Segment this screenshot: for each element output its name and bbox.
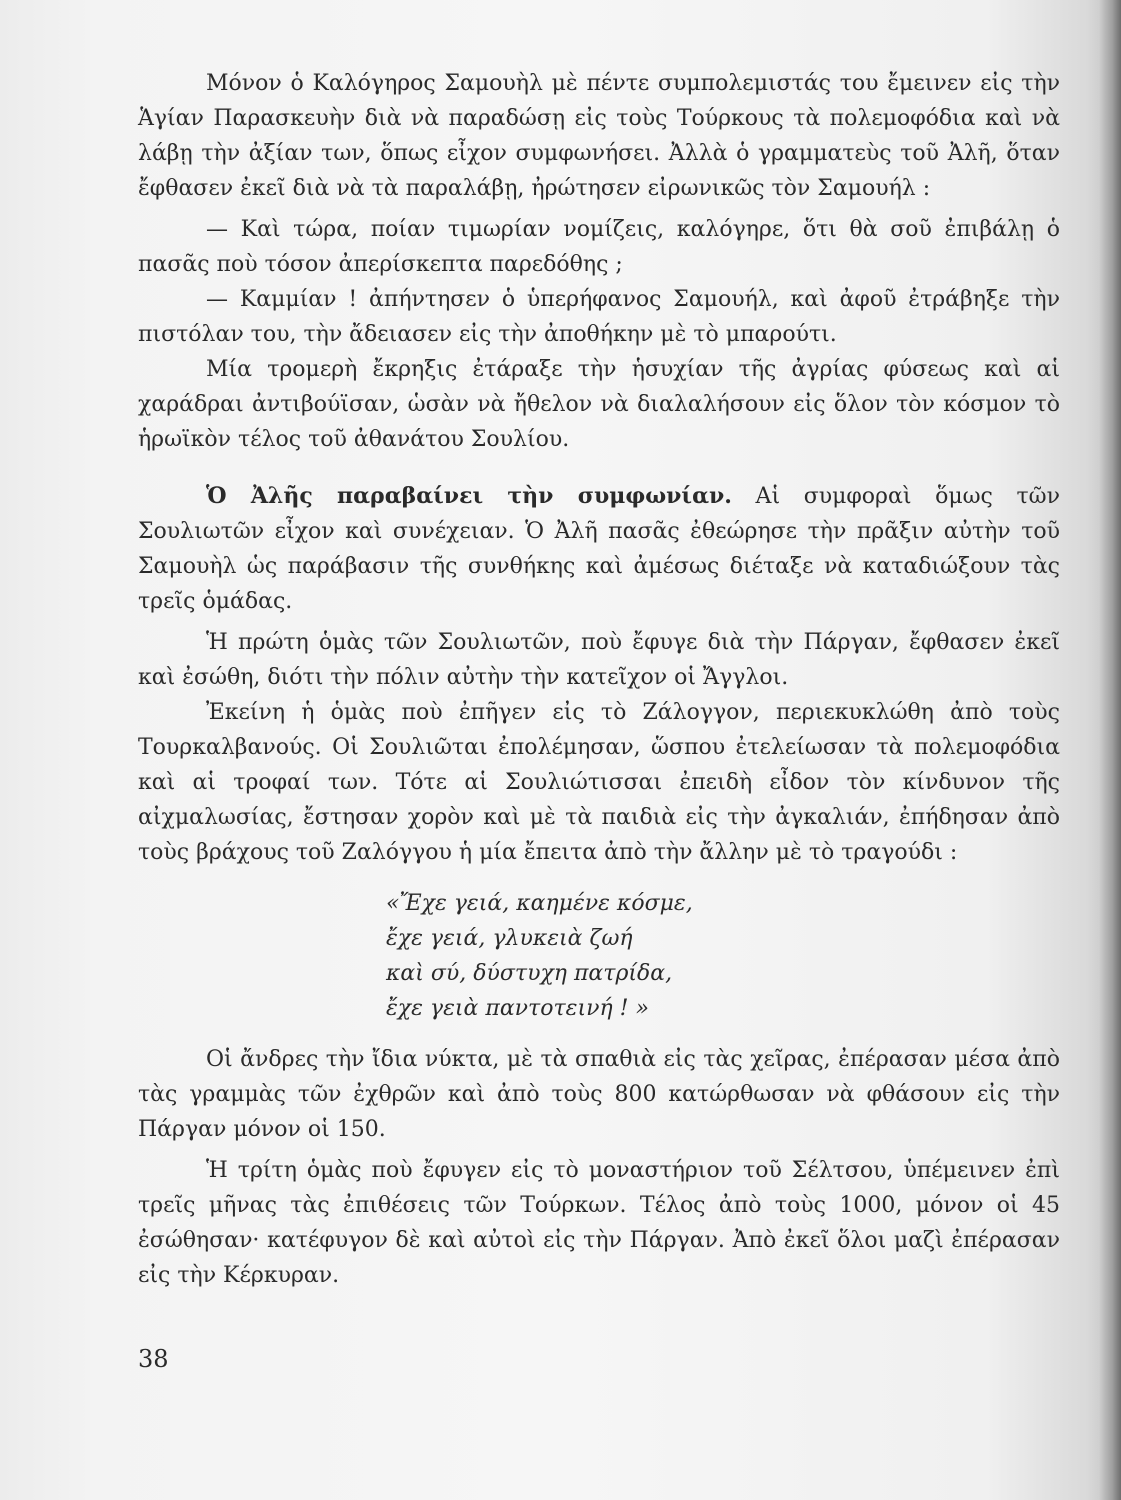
paragraph-explosion: Μία τρομερὴ ἔκρηξις ἐτάραξε τὴν ἡσυχίαν τῆς ἀγρίας φύσεως καὶ αἱ χαράδραι ἀντιβούϊσαν, ὡσὰν νὰ ἤθελον νὰ διαλαλήσουν εἰς ὅλον τὸν κόσμον τὸ ἡρωϊκὸν τέλος τοῦ ἀθανάτου Σουλίου. [138,357,1060,452]
section-heading: Ὁ Ἀλῆς παραβαίνει τὴν συμφωνίαν. [206,483,732,509]
paragraph-violation [138,479,1060,619]
paragraph-zalongo: Ἐκείνη ἡ ὁμὰς ποὺ ἐπῆγεν εἰς τὸ Ζάλογγον, περιεκυκλώθη ἀπὸ τοὺς Τουρκαλβανούς. Οἱ Σουλιῶται ἐπολέμησαν, ὥσπου ἐτελείωσαν τὰ πολεμοφόδια καὶ αἱ τροφαί των. Τότε αἱ Σουλιώτισσαι ἐπειδὴ εἶδον τὸν κίνδυνον τῆς αἰχμαλωσίας, ἔστησαν χορὸν καὶ μὲ τὰ παιδιὰ εἰς τὴν ἀγκαλιάν, ἐπήδησαν ἀπὸ τοὺς βράχους τοῦ Ζαλόγγου ἡ μία ἔπειτα ἀπὸ τὴν ἄλλην μὲ τὸ τραγούδι : [138,700,1060,865]
poem-line: ἔχε γειά, γλυκειὰ ζωή [386,926,633,951]
page-number: 38 [138,1345,169,1373]
section-body: Αἱ συμφοραὶ ὅμως τῶν Σουλιωτῶν εἶχον καὶ συνέχειαν. Ὁ Ἀλῆ πασᾶς ἐθεώρησε τὴν πρᾶξιν αὐτὴν τοῦ Σαμουὴλ ὡς παράβασιν τῆς συνθήκης καὶ ἀμέσως διέταξε νὰ καταδιώξουν τὰς τρεῖς ὁμάδας. [138,484,1060,614]
paragraph-first-group: Ἡ πρώτη ὁμὰς τῶν Σουλιωτῶν, ποὺ ἔφυγε διὰ τὴν Πάργαν, ἔφθασεν ἐκεῖ καὶ ἐσώθη, διότι τὴν πόλιν αὐτὴν τὴν κατεῖχον οἱ Ἄγγλοι. [138,630,1060,690]
zalongo-song [386,886,1060,1026]
page-text [138,66,1060,1293]
paragraph-answer: — Καμμίαν ! ἀπήντησεν ὁ ὑπερήφανος Σαμουήλ, καὶ ἀφοῦ ἐτράβηξε τὴν πιστόλαν του, τὴν ἄδειασεν εἰς τὴν ἀποθήκην μὲ τὸ μπαρούτι. [138,287,1060,347]
poem-line: ἔχε γειὰ παντοτεινή ! » [386,996,649,1021]
poem-line: καὶ σύ, δύστυχη πατρίδα, [386,961,673,986]
paragraph-question: — Καὶ τώρα, ποίαν τιμωρίαν νομίζεις, καλόγηρε, ὅτι θὰ σοῦ ἐπιβάλῃ ὁ πασᾶς ποὺ τόσον ἀπερίσκεπτα παρεδόθης ; [138,217,1060,277]
page-shadow-edge [1099,0,1121,1500]
paragraph-third-group: Ἡ τρίτη ὁμὰς ποὺ ἔφυγεν εἰς τὸ μοναστήριον τοῦ Σέλτσου, ὑπέμεινεν ἐπὶ τρεῖς μῆνας τὰς ἐπιθέσεις τῶν Τούρκων. Τέλος ἀπὸ τοὺς 1000, μόνον οἱ 45 ἐσώθησαν· κατέφυγον δὲ καὶ αὐτοὶ εἰς τὴν Πάργαν. Ἀπὸ ἐκεῖ ὅλοι μαζὶ ἐπέρασαν εἰς τὴν Κέρκυραν. [138,1158,1060,1288]
poem-line: «Ἔχε γειά, καημένε κόσμε, [386,891,693,916]
paragraph-men-escape: Οἱ ἄνδρες τὴν ἴδια νύκτα, μὲ τὰ σπαθιὰ εἰς τὰς χεῖρας, ἐπέρασαν μέσα ἀπὸ τὰς γραμμὰς τῶν ἐχθρῶν καὶ ἀπὸ τοὺς 800 κατώρθωσαν νὰ φθάσουν εἰς τὴν Πάργαν μόνον οἱ 150. [138,1047,1060,1142]
paragraph-samuel: Μόνον ὁ Καλόγηρος Σαμουὴλ μὲ πέντε συμπολεμιστάς του ἔμεινεν εἰς τὴν Ἁγίαν Παρασκευὴν διὰ νὰ παραδώσῃ εἰς τοὺς Τούρκους τὰ πολεμοφόδια καὶ νὰ λάβῃ τὴν ἀξίαν των, ὅπως εἶχον συμφωνήσει. Ἀλλὰ ὁ γραμματεὺς τοῦ Ἀλῆ, ὅταν ἔφθασεν ἐκεῖ διὰ νὰ τὰ παραλάβῃ, ἠρώτησεν εἰρωνικῶς τὸν Σαμουήλ : [138,71,1060,201]
